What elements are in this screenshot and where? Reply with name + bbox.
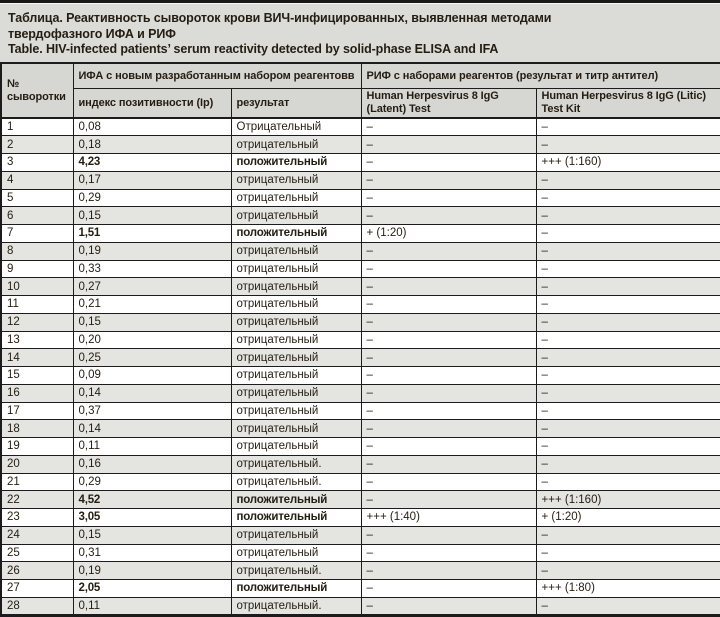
cell-ip: 2,05: [73, 580, 231, 598]
cell-litic: –: [536, 242, 720, 260]
table-row: [1, 526, 720, 544]
cell-serial: 28: [1, 597, 73, 615]
cell-latent: –: [361, 278, 536, 296]
cell-latent: +++ (1:40): [361, 509, 536, 527]
cell-serial: 3: [1, 154, 73, 172]
cell-latent: –: [361, 171, 536, 189]
table-row: [1, 491, 720, 509]
header-result: результат: [231, 88, 361, 118]
cell-ip: 0,15: [73, 207, 231, 225]
table-row: [1, 154, 720, 172]
cell-result: отрицательный: [231, 171, 361, 189]
cell-serial: 11: [1, 296, 73, 314]
cell-latent: –: [361, 189, 536, 207]
header-group-elisa: ИФА с новым разработанным набором реагентовв: [73, 63, 361, 88]
cell-result: отрицательный.: [231, 597, 361, 615]
cell-ip: 0,25: [73, 349, 231, 367]
cell-result: положительный: [231, 154, 361, 172]
cell-ip: 0,14: [73, 420, 231, 438]
cell-serial: 12: [1, 313, 73, 331]
cell-latent: –: [361, 402, 536, 420]
cell-ip: 0,17: [73, 171, 231, 189]
cell-serial: 27: [1, 580, 73, 598]
cell-serial: 26: [1, 562, 73, 580]
table-header: [1, 63, 720, 118]
cell-ip: 1,51: [73, 225, 231, 243]
cell-litic: –: [536, 384, 720, 402]
cell-serial: 14: [1, 349, 73, 367]
cell-ip: 0,31: [73, 544, 231, 562]
table-row: [1, 367, 720, 385]
cell-result: отрицательный: [231, 331, 361, 349]
table-row: [1, 207, 720, 225]
table-row: [1, 331, 720, 349]
cell-litic: –: [536, 225, 720, 243]
cell-latent: –: [361, 526, 536, 544]
table-row: [1, 260, 720, 278]
cell-result: положительный: [231, 491, 361, 509]
cell-latent: –: [361, 438, 536, 456]
cell-litic: +++ (1:160): [536, 154, 720, 172]
header-serial-number: № сыворотки: [1, 63, 73, 118]
cell-serial: 21: [1, 473, 73, 491]
cell-ip: 0,08: [73, 118, 231, 136]
table-row: [1, 420, 720, 438]
cell-result: отрицательный: [231, 367, 361, 385]
cell-litic: + (1:20): [536, 509, 720, 527]
cell-serial: 17: [1, 402, 73, 420]
cell-latent: –: [361, 562, 536, 580]
cell-result: отрицательный: [231, 313, 361, 331]
cell-ip: 0,15: [73, 313, 231, 331]
cell-result: отрицательный: [231, 136, 361, 154]
cell-litic: –: [536, 597, 720, 615]
cell-serial: 1: [1, 118, 73, 136]
caption-ru-line1: Таблица. Реактивность сывороток крови ВИЧ-инфицированных, выявленная методами: [8, 11, 552, 25]
cell-latent: –: [361, 207, 536, 225]
cell-result: отрицательный: [231, 242, 361, 260]
cell-result: отрицательный.: [231, 473, 361, 491]
cell-result: отрицательный: [231, 349, 361, 367]
table-row: [1, 242, 720, 260]
cell-result: отрицательный: [231, 207, 361, 225]
cell-ip: 0,29: [73, 189, 231, 207]
cell-latent: –: [361, 473, 536, 491]
cell-ip: 0,09: [73, 367, 231, 385]
cell-result: положительный: [231, 580, 361, 598]
table-row: [1, 562, 720, 580]
cell-litic: –: [536, 526, 720, 544]
table-row: [1, 313, 720, 331]
cell-litic: –: [536, 189, 720, 207]
cell-litic: –: [536, 207, 720, 225]
cell-ip: 4,52: [73, 491, 231, 509]
cell-serial: 24: [1, 526, 73, 544]
cell-litic: –: [536, 438, 720, 456]
table-body: [1, 118, 720, 615]
header-positivity-index: индекс позитивности (Ip): [73, 88, 231, 118]
cell-ip: 0,11: [73, 438, 231, 456]
cell-serial: 7: [1, 225, 73, 243]
cell-serial: 2: [1, 136, 73, 154]
header-hhv8-latent: Human Herpesvirus 8 IgG (Latent) Test: [361, 88, 536, 118]
cell-result: отрицательный.: [231, 455, 361, 473]
table-row: [1, 580, 720, 598]
cell-litic: –: [536, 118, 720, 136]
cell-serial: 9: [1, 260, 73, 278]
cell-litic: –: [536, 136, 720, 154]
cell-serial: 4: [1, 171, 73, 189]
cell-serial: 10: [1, 278, 73, 296]
cell-ip: 0,18: [73, 136, 231, 154]
cell-result: отрицательный: [231, 296, 361, 314]
cell-serial: 18: [1, 420, 73, 438]
cell-result: положительный: [231, 509, 361, 527]
table-row: [1, 455, 720, 473]
cell-latent: –: [361, 367, 536, 385]
table-row: [1, 136, 720, 154]
table-row: [1, 189, 720, 207]
cell-latent: –: [361, 455, 536, 473]
caption-en: Table. HIV-infected patients’ serum reactivity detected by solid-phase ELISA and IFA: [8, 42, 499, 56]
cell-latent: –: [361, 349, 536, 367]
cell-latent: + (1:20): [361, 225, 536, 243]
cell-serial: 15: [1, 367, 73, 385]
cell-latent: –: [361, 580, 536, 598]
cell-litic: –: [536, 455, 720, 473]
cell-latent: –: [361, 118, 536, 136]
cell-latent: –: [361, 296, 536, 314]
table-row: [1, 118, 720, 136]
cell-result: отрицательный: [231, 278, 361, 296]
cell-ip: 0,21: [73, 296, 231, 314]
cell-litic: –: [536, 278, 720, 296]
cell-serial: 13: [1, 331, 73, 349]
cell-ip: 0,19: [73, 562, 231, 580]
cell-litic: –: [536, 313, 720, 331]
header-hhv8-litic: Human Herpesvirus 8 IgG (Litic) Test Kit: [536, 88, 720, 118]
serum-reactivity-table: [0, 62, 720, 617]
cell-latent: –: [361, 597, 536, 615]
cell-latent: –: [361, 384, 536, 402]
cell-ip: 0,29: [73, 473, 231, 491]
cell-litic: –: [536, 544, 720, 562]
cell-litic: –: [536, 562, 720, 580]
cell-litic: –: [536, 473, 720, 491]
cell-result: положительный: [231, 225, 361, 243]
cell-serial: 5: [1, 189, 73, 207]
table-caption: [0, 4, 720, 62]
cell-result: отрицательный: [231, 189, 361, 207]
table-row: [1, 296, 720, 314]
cell-litic: +++ (1:160): [536, 491, 720, 509]
cell-latent: –: [361, 136, 536, 154]
cell-result: отрицательный.: [231, 562, 361, 580]
cell-result: отрицательный: [231, 526, 361, 544]
table-row: [1, 544, 720, 562]
table-row: [1, 349, 720, 367]
cell-ip: 0,11: [73, 597, 231, 615]
header-group-rif: РИФ с наборами реагентов (результат и титр антител): [361, 63, 720, 88]
cell-litic: –: [536, 296, 720, 314]
cell-ip: 0,16: [73, 455, 231, 473]
cell-serial: 19: [1, 438, 73, 456]
cell-ip: 4,23: [73, 154, 231, 172]
cell-serial: 23: [1, 509, 73, 527]
cell-latent: –: [361, 242, 536, 260]
cell-latent: –: [361, 420, 536, 438]
cell-serial: 16: [1, 384, 73, 402]
cell-serial: 6: [1, 207, 73, 225]
cell-litic: –: [536, 420, 720, 438]
cell-litic: –: [536, 349, 720, 367]
cell-result: отрицательный: [231, 544, 361, 562]
cell-result: отрицательный: [231, 384, 361, 402]
cell-result: отрицательный: [231, 260, 361, 278]
caption-ru-line2: твердофазного ИФА и РИФ: [8, 26, 176, 41]
cell-serial: 22: [1, 491, 73, 509]
table-row: [1, 509, 720, 527]
cell-ip: 0,19: [73, 242, 231, 260]
cell-litic: –: [536, 331, 720, 349]
table-row: [1, 597, 720, 615]
cell-latent: –: [361, 544, 536, 562]
table-row: [1, 278, 720, 296]
cell-litic: +++ (1:80): [536, 580, 720, 598]
cell-serial: 20: [1, 455, 73, 473]
table-row: [1, 171, 720, 189]
cell-ip: 0,14: [73, 384, 231, 402]
cell-result: отрицательный: [231, 420, 361, 438]
cell-latent: –: [361, 491, 536, 509]
cell-ip: 0,33: [73, 260, 231, 278]
cell-ip: 0,37: [73, 402, 231, 420]
cell-result: отрицательный: [231, 402, 361, 420]
table-row: [1, 384, 720, 402]
table-row: [1, 225, 720, 243]
cell-latent: –: [361, 260, 536, 278]
table-row: [1, 402, 720, 420]
table-row: [1, 473, 720, 491]
table-row: [1, 438, 720, 456]
cell-result: Отрицательный: [231, 118, 361, 136]
cell-ip: 0,27: [73, 278, 231, 296]
cell-latent: –: [361, 313, 536, 331]
cell-serial: 25: [1, 544, 73, 562]
cell-ip: 3,05: [73, 509, 231, 527]
cell-result: отрицательный: [231, 438, 361, 456]
cell-litic: –: [536, 171, 720, 189]
cell-ip: 0,15: [73, 526, 231, 544]
cell-latent: –: [361, 331, 536, 349]
cell-latent: –: [361, 154, 536, 172]
cell-litic: –: [536, 402, 720, 420]
cell-serial: 8: [1, 242, 73, 260]
cell-litic: –: [536, 367, 720, 385]
cell-litic: –: [536, 260, 720, 278]
cell-ip: 0,20: [73, 331, 231, 349]
